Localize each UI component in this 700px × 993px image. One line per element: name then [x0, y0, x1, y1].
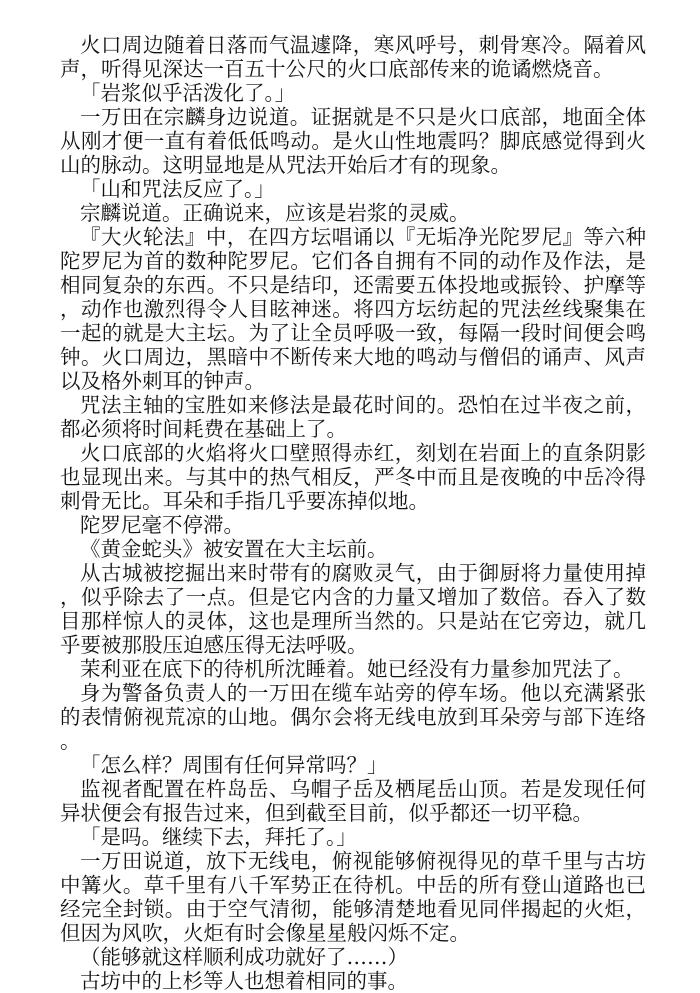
paragraph-8: 火口底部的火焰将火口壁照得赤红，刻划在岩面上的直条阴影也显现出来。与其中的热气相反，严冬中而且是夜晚的中岳冷得刺骨无比。耳朵和手指几乎要冻掉似地。	[60, 441, 646, 513]
paragraph-7: 咒法主轴的宝胜如来修法是最花时间的。恐怕在过半夜之前，都必须将时间耗费在基础上了。	[60, 393, 646, 441]
paragraph-9: 陀罗尼毫不停滞。	[80, 513, 244, 537]
paragraph-3: 一万田在宗麟身边说道。证据就是不只是火口底部，地面全体从刚才便一直有着低低鸣动。是火山性地震吗？脚底感觉得到火山的脉动。这明显地是从咒法开始后才有的现象。	[60, 105, 646, 177]
paragraph-4: 「山和咒法反应了。」	[80, 177, 275, 201]
paragraph-12: 茉利亚在底下的待机所沈睡着。她已经没有力量参加咒法了。	[80, 657, 634, 681]
paragraph-14: 「怎么样？周围有任何异常吗？」	[80, 753, 388, 777]
paragraph-2: 「岩浆似乎活泼化了。」	[80, 81, 296, 105]
paragraph-17: 一万田说道，放下无线电，俯视能够俯视得见的草千里与古坊中篝火。草千里有八千军势正在待机。中岳的所有登山道路也已经完全封锁。由于空气清彻，能够清楚地看见同伴揭起的火炬，但因为风吹，火炬有时会像星星般闪烁不定。	[60, 849, 646, 945]
paragraph-6: 『大火轮法』中，在四方坛唱诵以『无垢净光陀罗尼』等六种陀罗尼为首的数种陀罗尼。它们各自拥有不同的动作及作法，是相同复杂的东西。不只是结印，还需要五体投地或振铃、护摩等，动作也激烈得令人目眩神迷。将四方坛纺起的咒法丝线聚集在一起的就是大主坛。为了让全员呼吸一致，每隔一段时间便会鸣钟。火口周边，黑暗中不断传来大地的鸣动与僧侣的诵声、风声以及格外刺耳的钟声。	[60, 225, 646, 393]
paragraph-10: 《黄金蛇头》被安置在大主坛前。	[80, 537, 388, 561]
paragraph-13: 身为警备负责人的一万田在缆车站旁的停车场。他以充满紧张的表情俯视荒凉的山地。偶尔会将无线电放到耳朵旁与部下连络。	[60, 681, 646, 753]
document-page	[60, 33, 646, 993]
paragraph-19: 古坊中的上杉等人也想着相同的事。	[80, 969, 408, 993]
paragraph-16: 「是吗。继续下去，拜托了。」	[80, 825, 357, 849]
paragraph-1: 火口周边随着日落而气温遽降，寒风呼号，刺骨寒冷。隔着风声，听得见深达一百五十公尺的火口底部传来的诡谲燃烧音。	[60, 33, 646, 81]
paragraph-5: 宗麟说道。正确说来，应该是岩浆的灵威。	[80, 201, 470, 225]
paragraph-15: 监视者配置在杵岛岳、乌帽子岳及栖尾岳山顶。若是发现任何异状便会有报告过来，但到截至目前，似乎都还一切平稳。	[60, 777, 646, 825]
paragraph-11: 从古城被挖掘出来时带有的腐败灵气，由于御厨将力量使用掉，似乎除去了一点。但是它内含的力量又增加了数倍。吞入了数目那样惊人的灵体，这也是理所当然的。只是站在它旁边，就几乎要被那股压迫感压得无法呼吸。	[60, 561, 646, 657]
paragraph-18: （能够就这样顺利成功就好了……）	[80, 945, 408, 969]
